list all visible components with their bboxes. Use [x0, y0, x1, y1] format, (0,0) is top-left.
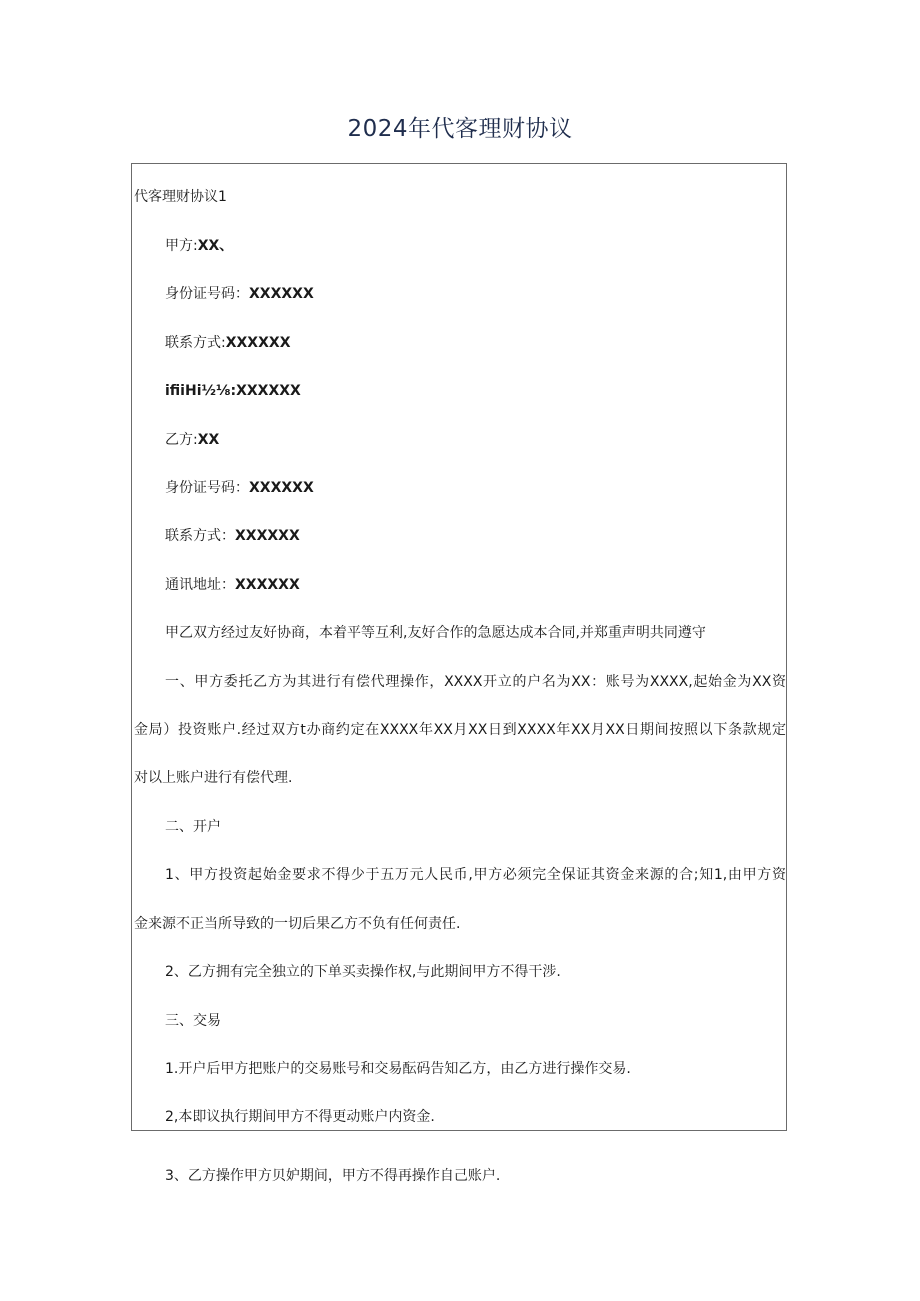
party-a-address-label: ifiiHi½⅛: — [165, 383, 237, 399]
agreement-heading: 代客理财协议1 — [134, 189, 227, 205]
party-a-address — [165, 381, 301, 401]
intro-paragraph: 甲乙双方经过友好协商，本着平等互利,友好合作的急愿达成本合同,并郑重声明共同遵守 — [165, 625, 706, 641]
section2-item1-line2: 金来源不正当所导致的一切后果乙方不负有任何责任. — [134, 916, 461, 932]
party-b-address-label: 通讯地址： — [165, 577, 235, 593]
party-a-id — [165, 284, 314, 304]
section2-item1-line1: 1、甲方投资起始金要求不得少于五万元人民币,甲方必须完全保证其资金来源的合;知1,由甲方资 — [165, 867, 786, 883]
party-b-contact-value: XXXXXX — [235, 528, 300, 544]
party-b-name-label: 乙方: — [165, 432, 198, 448]
party-a-contact — [165, 333, 290, 353]
party-b-name — [165, 430, 219, 450]
party-b-contact-label: 联系方式： — [165, 528, 235, 544]
party-b-id-value: XXXXXX — [249, 480, 314, 496]
section3-item2: 2,本即议执行期间甲方不得更动账户内资金. — [165, 1109, 435, 1125]
clause1-line3: 对以上账户进行有偿代理. — [134, 770, 293, 786]
party-b-address — [165, 575, 300, 595]
party-a-name-label: 甲方: — [165, 238, 198, 254]
party-a-contact-label: 联系方式: — [165, 335, 226, 351]
section3-item3: 3、乙方操作甲方贝妒期间，甲方不得再操作自己账户. — [165, 1168, 501, 1184]
party-a-id-label: 身份证号码： — [165, 286, 249, 302]
party-a-name — [165, 236, 233, 256]
section2-heading: 二、开户 — [165, 819, 221, 835]
party-b-contact — [165, 526, 300, 546]
content-frame — [131, 163, 787, 1131]
party-b-id-label: 身份证号码： — [165, 480, 249, 496]
party-a-address-value: XXXXXX — [236, 383, 301, 399]
section3-heading: 三、交易 — [165, 1013, 221, 1029]
party-a-contact-value: XXXXXX — [225, 335, 291, 351]
document-title: 2024年代客理财协议 — [347, 116, 573, 142]
clause1-line1: 一、甲方委托乙方为其进行有偿代理操作，XXXX开立的户名为XX：账号为XXXX,起始金为XX资 — [165, 674, 786, 690]
clause1-line2: 金局）投资账户.经过双方t办商约定在XXXX年XX月XX日到XXXX年XX月XX日期间按照以下条款规定 — [134, 722, 786, 738]
section2-item2: 2、乙方拥有完全独立的下单买卖操作权,与此期间甲方不得干涉. — [165, 964, 561, 980]
section3-item1: 1.开户后甲方把账户的交易账号和交易酝码告知乙方，由乙方进行操作交易. — [165, 1061, 631, 1077]
party-b-id — [165, 478, 314, 498]
party-b-address-value: XXXXXX — [235, 577, 300, 593]
party-a-id-value: XXXXXX — [249, 286, 314, 302]
party-b-name-value: XX — [197, 432, 220, 448]
party-a-name-value: XX、 — [197, 238, 234, 254]
